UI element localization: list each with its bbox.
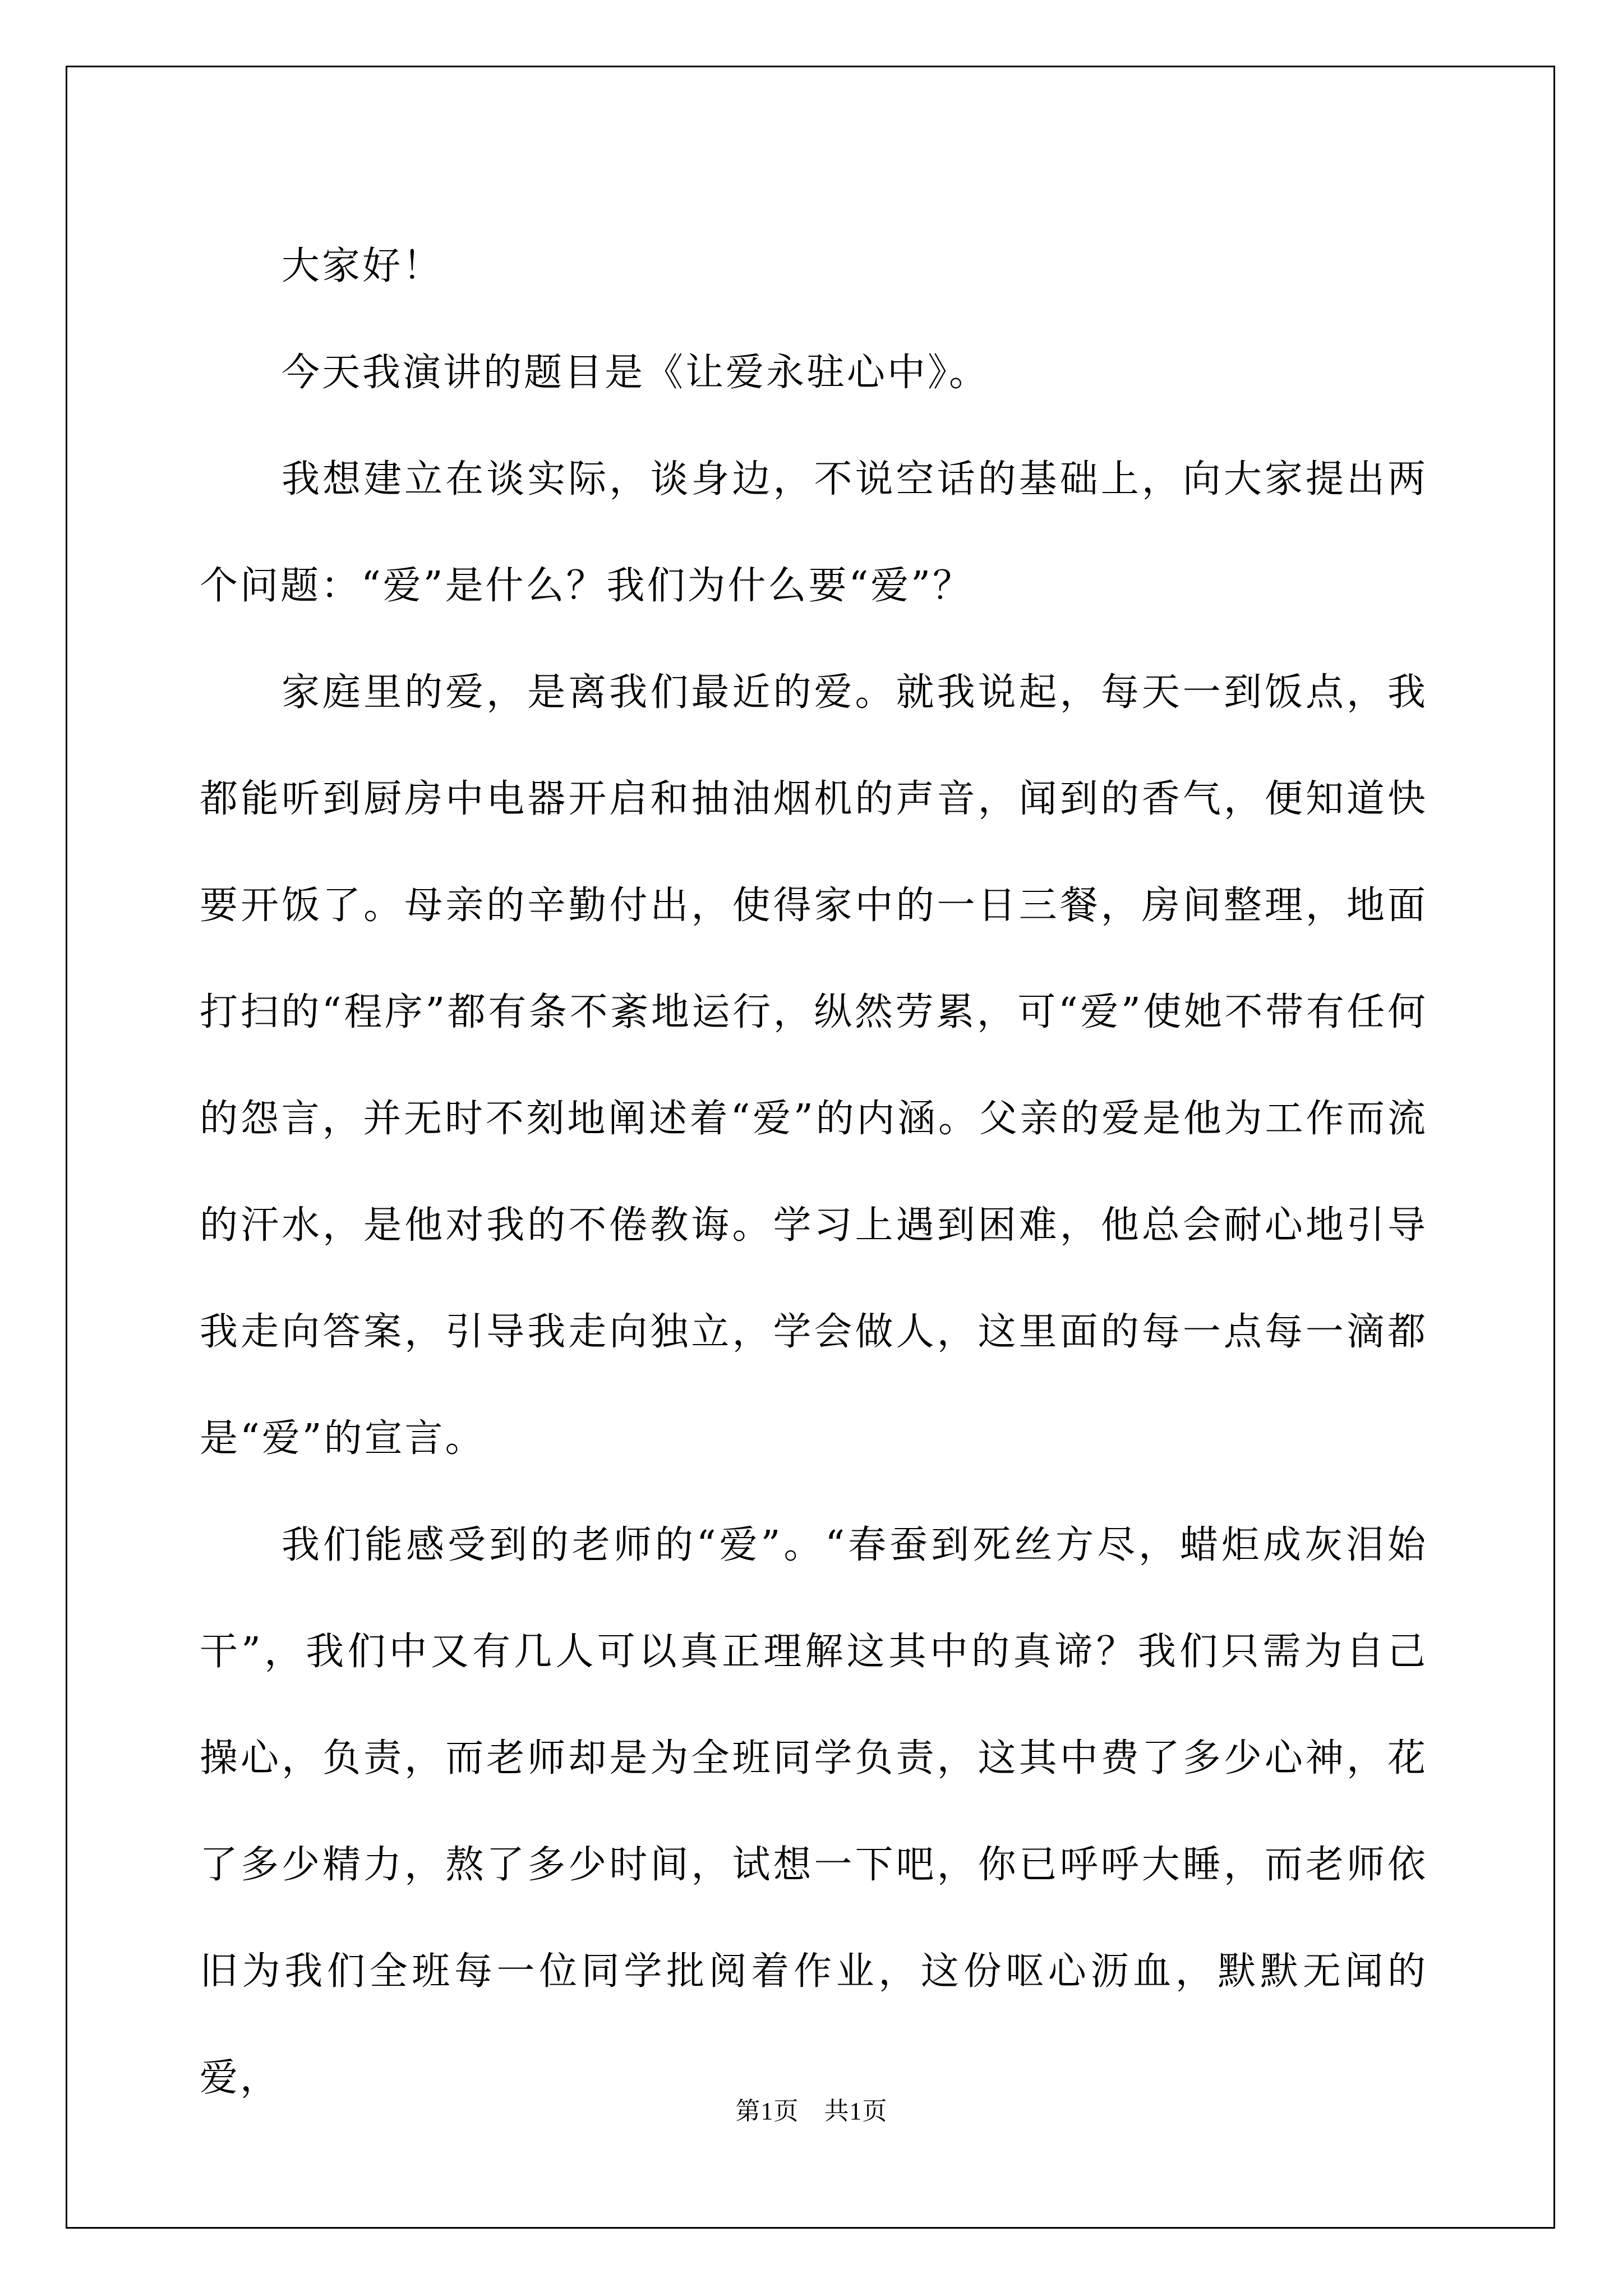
paragraph-title: 今天我演讲的题目是《让爱永驻心中》。 [282, 351, 990, 395]
paragraph-questions: 我想建立在谈实际，谈身边，不说空话的基础上，向大家提出两个问题：“爱”是什么？我们为什么要“爱”？ [200, 457, 1428, 608]
paragraph-teacher-love: 我们能感受到的老师的“爱”。“春蚕到死丝方尽，蜡炬成灰泪始干”，我们中又有几人可以真正理解这其中的真谛？我们只需为自己操心，负责，而老师却是为全班同学负责，这其中费了多少心神，花了多少精力，熬了多少时间，试想一下吧，你已呼呼大睡，而老师依旧为我们全班每一位同学批阅着作业，这份呕心沥血，默默无闻的爱， [200, 1523, 1428, 2100]
page-footer: 第1页 共1页 [735, 2097, 888, 2125]
document-body [200, 213, 1428, 2132]
paragraph-greeting: 大家好！ [282, 244, 444, 288]
paragraph-family-love: 家庭里的爱，是离我们最近的爱。就我说起，每天一到饭点，我都能听到厨房中电器开启和抽油烟机的声音，闻到的香气，便知道快要开饭了。母亲的辛勤付出，使得家中的一日三餐，房间整理，地面打扫的“程序”都有条不紊地运行，纵然劳累，可“爱”使她不带有任何的怨言，并无时不刻地阐述着“爱”的内涵。父亲的爱是他为工作而流的汗水，是他对我的不倦教诲。学习上遇到困难，他总会耐心地引导我走向答案，引导我走向独立，学会做人，这里面的每一点每一滴都是“爱”的宣言。 [200, 670, 1428, 1461]
